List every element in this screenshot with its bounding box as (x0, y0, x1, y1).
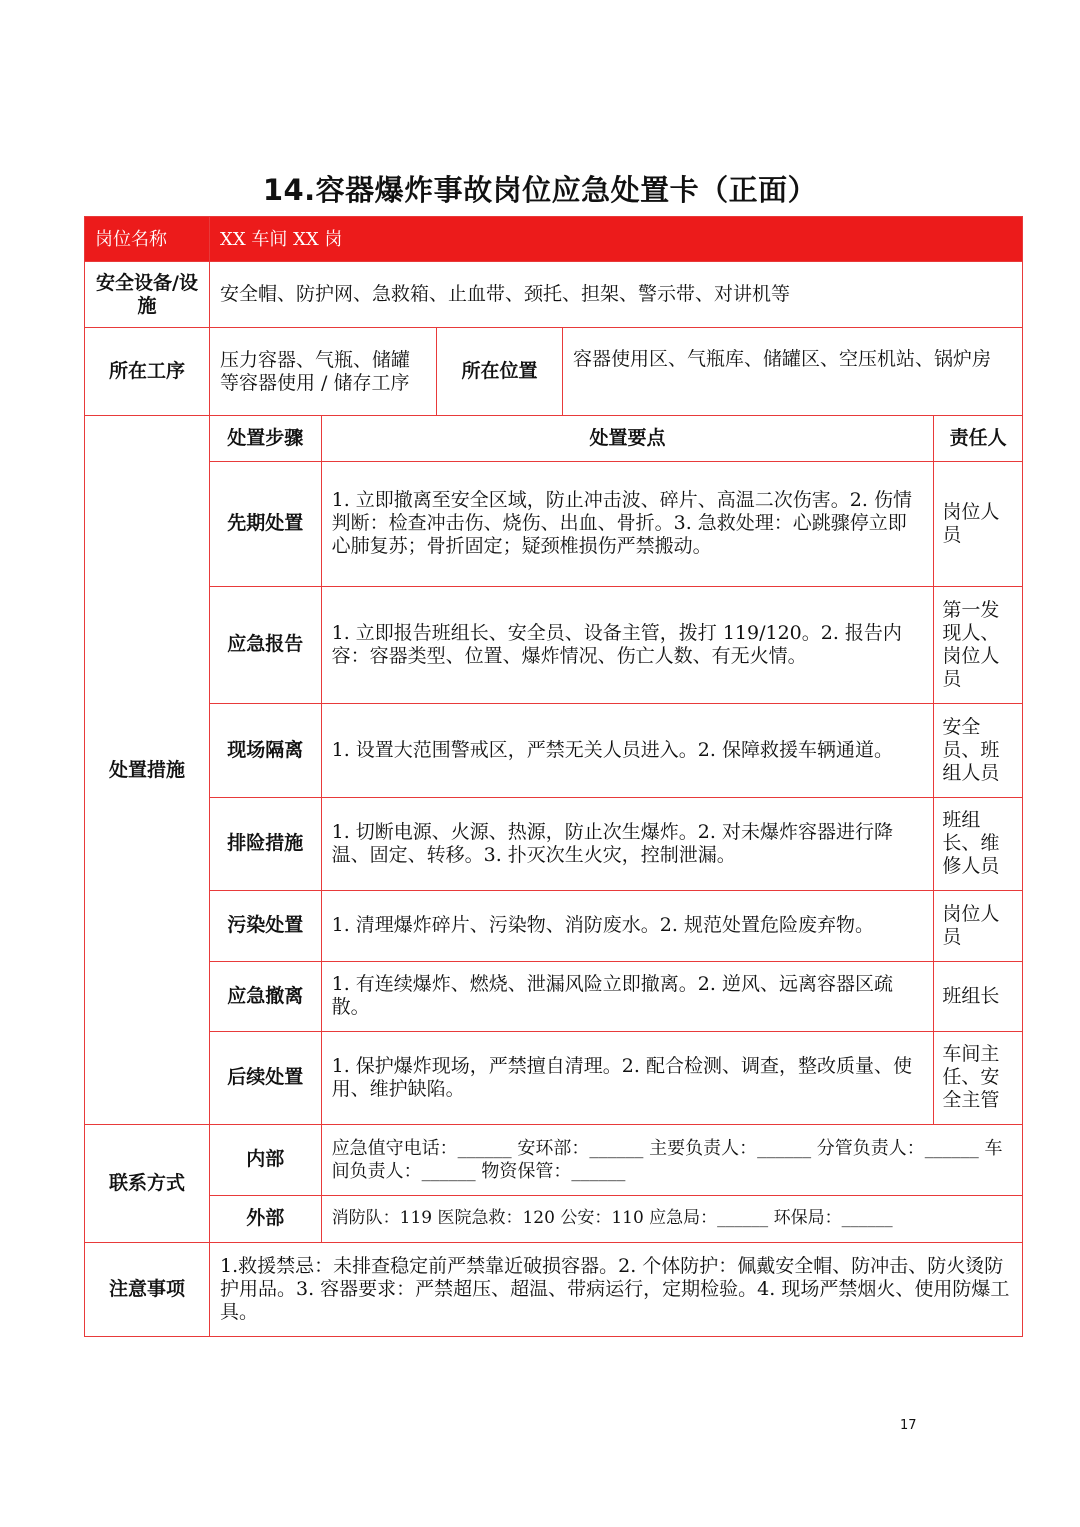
points-cell: 1. 设置大范围警戒区，严禁无关人员进入。2. 保障救援车辆通道。 (321, 703, 934, 797)
col-step-header: 处置步骤 (210, 416, 321, 461)
contact-external-row (210, 1195, 1022, 1242)
location-value: 容器使用区、气瓶库、储罐区、空压机站、锅炉房 (563, 328, 1023, 416)
page-title: 14.容器爆炸事故岗位应急处置卡（正面） (262, 173, 818, 207)
post-name-label: 岗位名称 (85, 217, 210, 262)
col-points-header: 处置要点 (321, 416, 934, 461)
table-row (210, 586, 1022, 703)
step-cell: 污染处置 (210, 890, 321, 961)
col-resp-header: 责任人 (934, 416, 1022, 461)
internal-label: 内部 (210, 1125, 321, 1195)
process-value: 压力容器、气瓶、储罐等容器使用 / 储存工序 (210, 328, 437, 416)
table-row (210, 797, 1022, 890)
contacts-block (210, 1125, 1023, 1243)
measures-head (210, 416, 1022, 461)
contact-internal-row (210, 1125, 1022, 1195)
contacts-row (85, 1125, 1023, 1243)
location-label: 所在位置 (437, 328, 563, 416)
measures-row (85, 416, 1023, 1125)
process-location-row (85, 328, 1023, 416)
table-row (210, 461, 1022, 586)
notes-row (85, 1243, 1023, 1337)
external-label: 外部 (210, 1195, 321, 1242)
resp-cell: 岗位人员 (934, 461, 1022, 586)
step-cell: 现场隔离 (210, 703, 321, 797)
equipment-row (85, 262, 1023, 328)
notes-value: 1.救援禁忌：未排查稳定前严禁靠近破损容器。2. 个体防护：佩戴安全帽、防冲击、防火烫防护用品。3. 容器要求：严禁超压、超温、带病运行，定期检验。4. 现场严禁烟火、使用防爆工具。 (210, 1243, 1023, 1337)
external-contacts: 消防队：119 医院急救：120 公安：110 应急局：______ 环保局：______ (321, 1195, 1022, 1242)
measures-table (210, 416, 1022, 1124)
points-cell: 1. 立即撤离至安全区域，防止冲击波、碎片、高温二次伤害。2. 伤情判断：检查冲击伤、烧伤、出血、骨折。3. 急救处理：心跳骤停立即心肺复苏；骨折固定；疑颈椎损伤严禁搬动。 (321, 461, 934, 586)
resp-cell: 岗位人员 (934, 890, 1022, 961)
step-cell: 应急撤离 (210, 961, 321, 1031)
step-cell: 先期处置 (210, 461, 321, 586)
contacts-table (210, 1125, 1022, 1242)
table-row (210, 961, 1022, 1031)
resp-cell: 安全员、班组人员 (934, 703, 1022, 797)
step-cell: 应急报告 (210, 586, 321, 703)
process-label: 所在工序 (85, 328, 210, 416)
points-cell: 1. 保护爆炸现场，严禁擅自清理。2. 配合检测、调查，整改质量、使用、维护缺陷。 (321, 1031, 934, 1124)
emergency-card-table (84, 216, 1023, 1337)
points-cell: 1. 立即报告班组长、安全员、设备主管，拨打 119/120。2. 报告内容：容器类型、位置、爆炸情况、伤亡人数、有无火情。 (321, 586, 934, 703)
step-cell: 排险措施 (210, 797, 321, 890)
resp-cell: 班组长 (934, 961, 1022, 1031)
post-name-value: XX 车间 XX 岗 (210, 217, 1023, 262)
table-row (210, 1031, 1022, 1124)
header-row (85, 217, 1023, 262)
resp-cell: 班组长、维修人员 (934, 797, 1022, 890)
points-cell: 1. 清理爆炸碎片、污染物、消防废水。2. 规范处置危险废弃物。 (321, 890, 934, 961)
points-cell: 1. 有连续爆炸、燃烧、泄漏风险立即撤离。2. 逆风、远离容器区疏散。 (321, 961, 934, 1031)
resp-cell: 第一发现人、岗位人员 (934, 586, 1022, 703)
step-cell: 后续处置 (210, 1031, 321, 1124)
equipment-value: 安全帽、防护网、急救箱、止血带、颈托、担架、警示带、对讲机等 (210, 262, 1023, 328)
equipment-label: 安全设备/设施 (85, 262, 210, 328)
measures-block (210, 416, 1023, 1125)
table-row (210, 703, 1022, 797)
measures-label: 处置措施 (85, 416, 210, 1125)
notes-label: 注意事项 (85, 1243, 210, 1337)
internal-contacts: 应急值守电话：______ 安环部：______ 主要负责人：______ 分管负责人：______ 车间负责人：______ 物资保管：______ (321, 1125, 1022, 1195)
points-cell: 1. 切断电源、火源、热源，防止次生爆炸。2. 对未爆炸容器进行降温、固定、转移。3. 扑灭次生火灾，控制泄漏。 (321, 797, 934, 890)
contacts-label: 联系方式 (85, 1125, 210, 1243)
page-number: 17 (900, 1418, 917, 1433)
resp-cell: 车间主任、安全主管 (934, 1031, 1022, 1124)
table-row (210, 890, 1022, 961)
